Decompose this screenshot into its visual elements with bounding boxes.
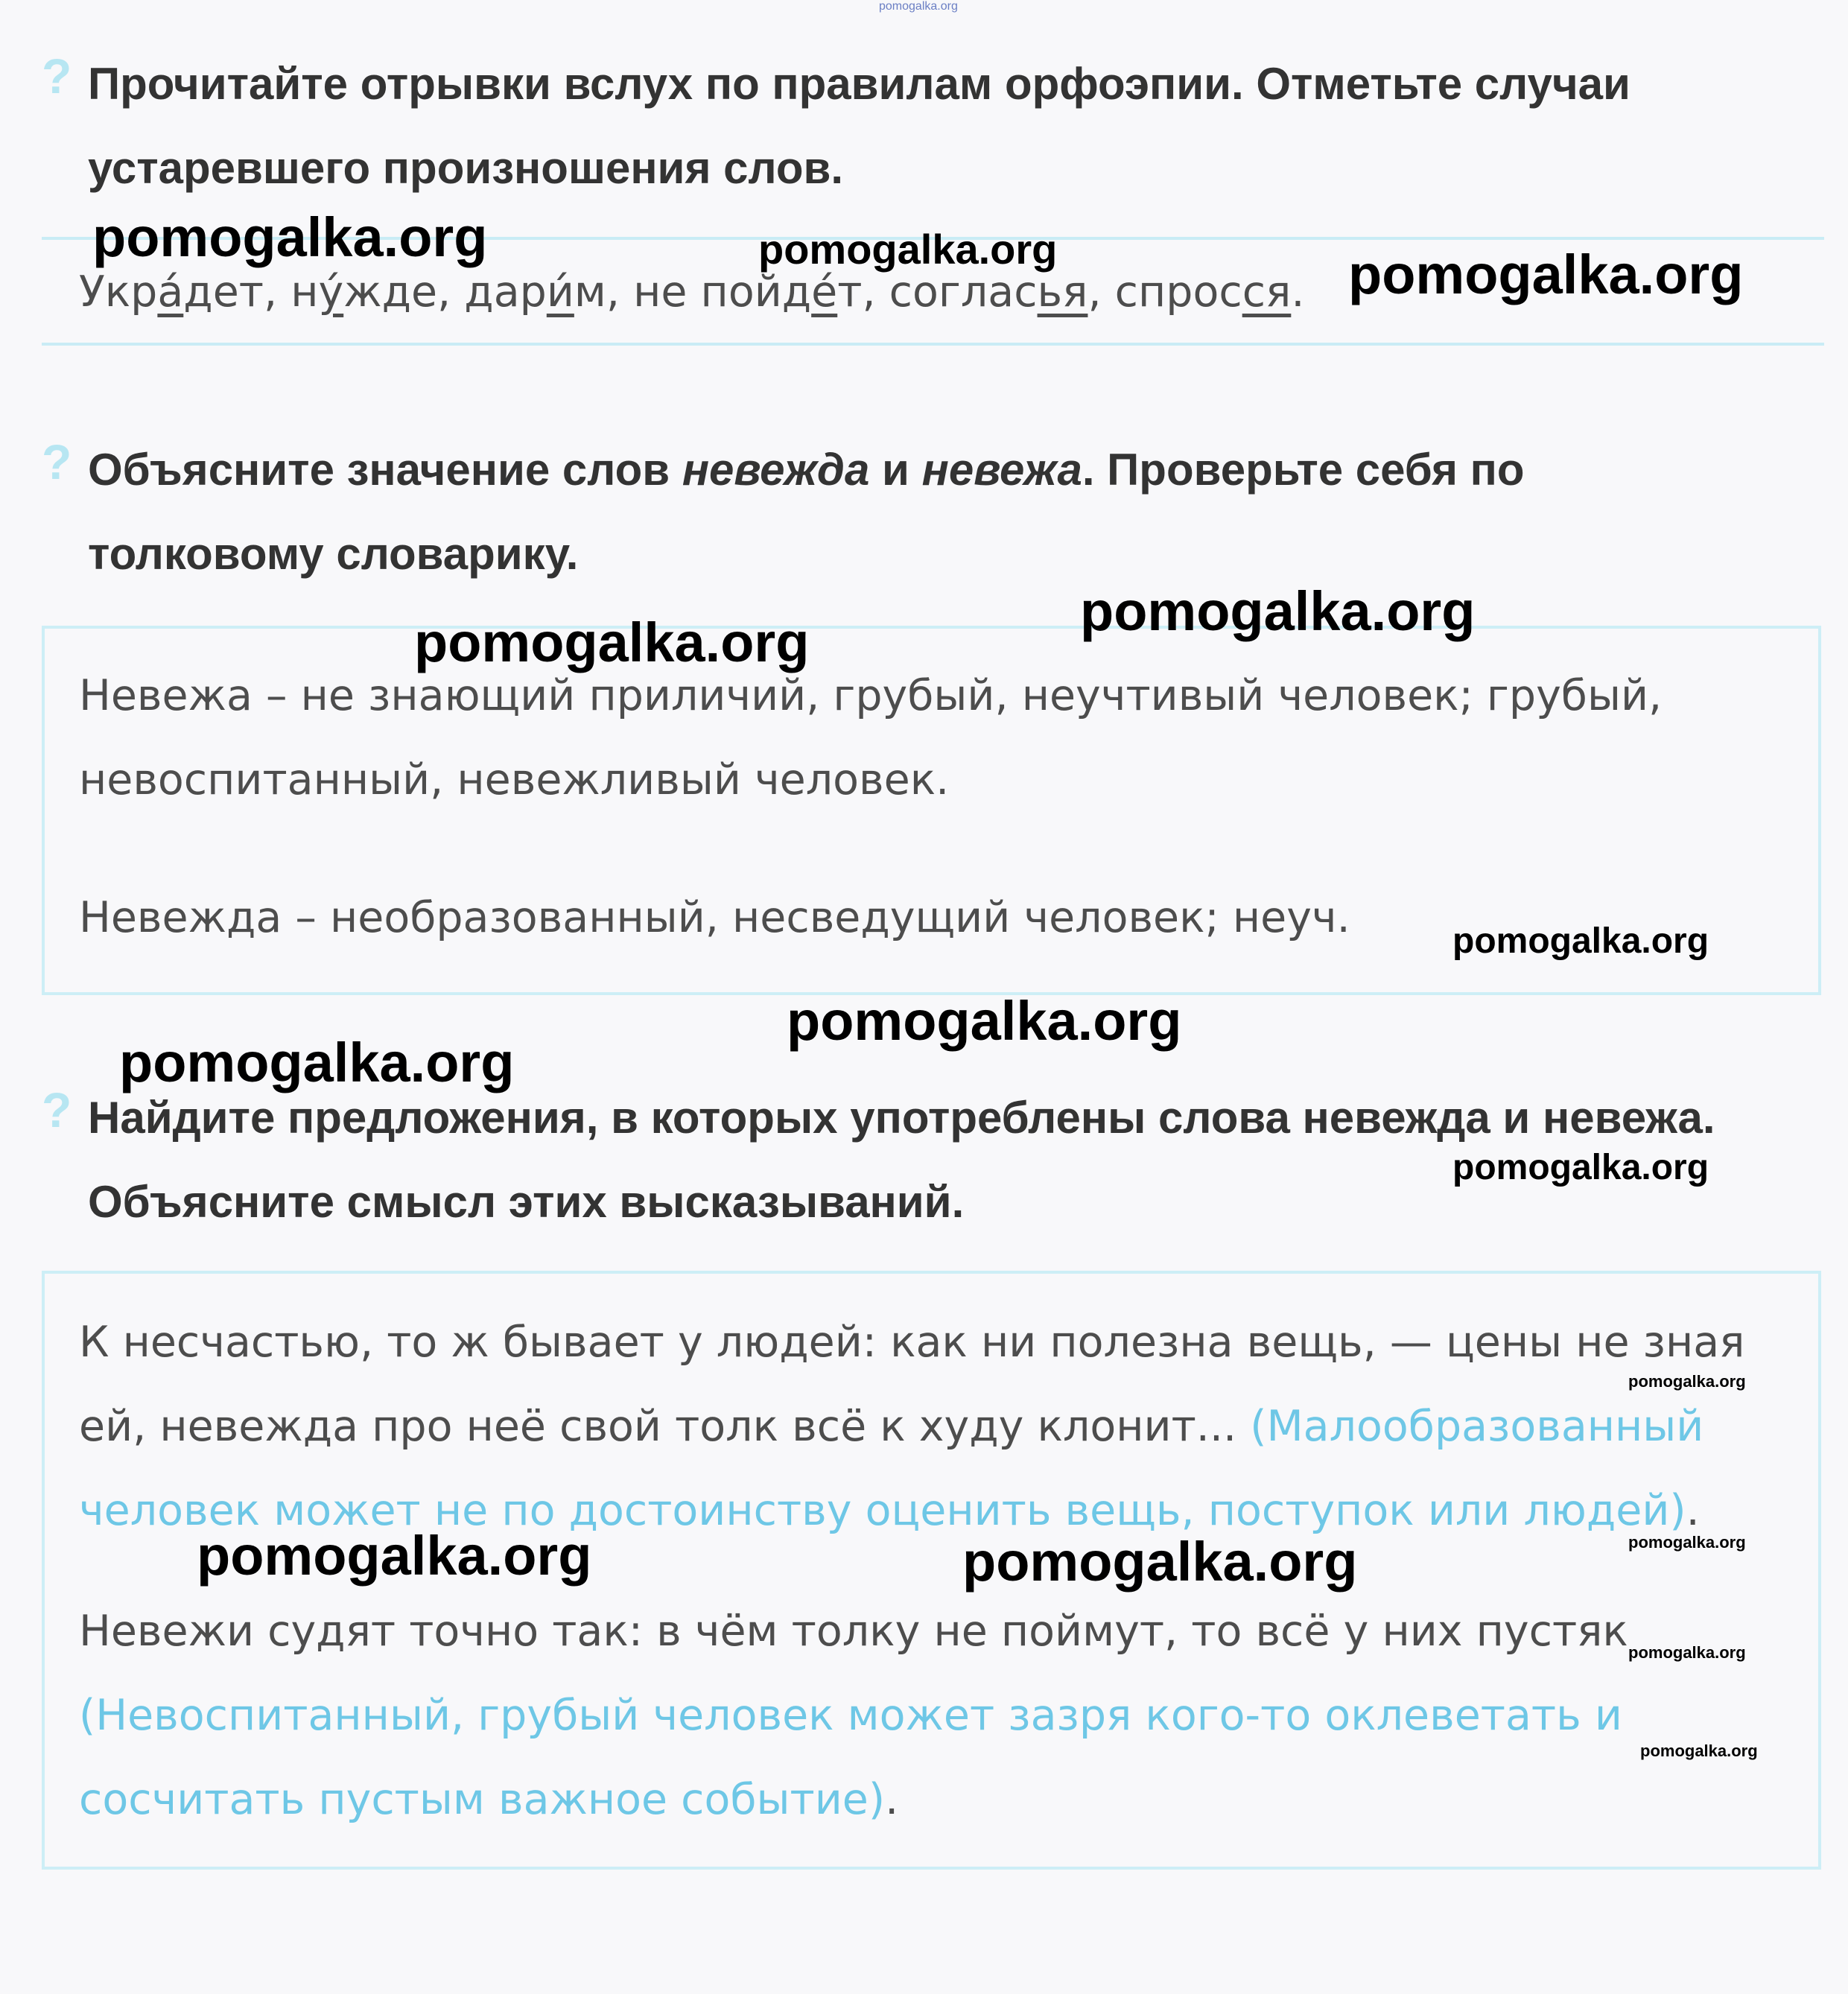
task1-question bbox=[88, 42, 1801, 210]
watermark: pomogalka.org bbox=[119, 1032, 515, 1093]
commentary-text: сосчитать пустым важное событие) bbox=[79, 1775, 886, 1824]
task2-answer-p1 bbox=[79, 654, 1814, 822]
task1-question-line1: Прочитайте отрывки вслух по правилам орфоэпии. Отметьте случаи bbox=[88, 59, 1631, 109]
answer-text: т, соглас bbox=[837, 267, 1038, 317]
answer-line bbox=[79, 1758, 1814, 1842]
task1-question-line2: устаревшего произношения слов. bbox=[88, 143, 844, 193]
stressed-syllable: и́ bbox=[546, 267, 574, 317]
punctuation: . bbox=[885, 1775, 899, 1824]
watermark: pomogalka.org bbox=[1348, 244, 1744, 305]
task2-question bbox=[88, 428, 1801, 596]
term-nevezhda: невежда bbox=[682, 445, 870, 495]
commentary-text: (Малообразованный bbox=[1250, 1402, 1704, 1451]
answer-line: невоспитанный, невежливый человек. bbox=[79, 755, 950, 804]
task2-question-line2: толковому словарику. bbox=[88, 529, 579, 579]
answer-text: , спрос bbox=[1087, 267, 1242, 317]
watermark: pomogalka.org bbox=[92, 206, 488, 268]
stressed-syllable: у́ bbox=[318, 267, 344, 317]
answer-line: Невежа – не знающий приличий, грубый, неучтивый человек; грубый, bbox=[79, 671, 1663, 720]
question-icon: ? bbox=[42, 48, 72, 104]
divider bbox=[42, 343, 1824, 346]
watermark: pomogalka.org bbox=[1628, 1533, 1746, 1552]
watermark: pomogalka.org bbox=[1080, 580, 1476, 642]
answer-text: жде, дар bbox=[343, 267, 547, 317]
watermark: pomogalka.org bbox=[1452, 1148, 1709, 1187]
answer-text: Укр bbox=[79, 267, 158, 317]
task3-question-line1: Найдите предложения, в которых употреблены слова невежда и невежа. bbox=[88, 1093, 1715, 1143]
watermark: pomogalka.org bbox=[1452, 921, 1709, 961]
watermark: pomogalka.org bbox=[414, 612, 810, 673]
stressed-syllable: ья bbox=[1037, 267, 1088, 317]
watermark: pomogalka.org bbox=[1628, 1643, 1746, 1662]
answer-line: Невежи судят точно так: в чём толку не поймут, то всё у них пустяк bbox=[79, 1607, 1628, 1656]
watermark: pomogalka.org bbox=[787, 990, 1182, 1052]
answer-text: дет, н bbox=[183, 267, 319, 317]
punctuation: . bbox=[1686, 1486, 1700, 1535]
task3-answer-quote2 bbox=[79, 1590, 1814, 1842]
answer-line: К несчастью, то ж бывает у людей: как ни полезна вещь, — цены не зная bbox=[79, 1318, 1745, 1367]
watermark: pomogalka.org bbox=[962, 1531, 1358, 1593]
question-text: Объясните значение слов bbox=[88, 445, 682, 495]
question-text: и bbox=[869, 445, 922, 495]
watermark: pomogalka.org bbox=[1628, 1372, 1746, 1391]
stressed-syllable: е́ bbox=[811, 267, 838, 317]
watermark-top: pomogalka.org bbox=[879, 0, 958, 13]
question-text: . Проверьте себя по bbox=[1082, 445, 1525, 495]
question-icon: ? bbox=[42, 1082, 72, 1137]
commentary-text: (Невоспитанный, грубый человек может зазря кого-то оклеветать и bbox=[79, 1691, 1622, 1740]
answer-text: . bbox=[1291, 267, 1305, 317]
watermark: pomogalka.org bbox=[758, 226, 1058, 273]
term-nevezha: невежа bbox=[921, 445, 1082, 495]
answer-line bbox=[79, 1385, 1814, 1469]
watermark: pomogalka.org bbox=[197, 1525, 592, 1587]
watermark: pomogalka.org bbox=[1640, 1741, 1758, 1760]
stressed-syllable: ся bbox=[1242, 267, 1292, 317]
task2-question-line1 bbox=[88, 428, 1801, 512]
task2-answer-p2: Невежда – необразованный, несведущий человек; неуч. bbox=[79, 893, 1350, 942]
quote-text: ей, невежда про неё свой толк всё к худу клонит... bbox=[79, 1402, 1237, 1451]
answer-text: м, не пойд bbox=[574, 267, 812, 317]
commentary-text: человек может не по достоинству оценить вещь, поступок или людей) bbox=[79, 1486, 1686, 1535]
task3-answer-quote1 bbox=[79, 1301, 1814, 1553]
stressed-syllable: а́ bbox=[157, 267, 184, 317]
task3-question-line2: Объясните смысл этих высказываний. bbox=[88, 1177, 965, 1227]
question-icon: ? bbox=[42, 434, 72, 489]
